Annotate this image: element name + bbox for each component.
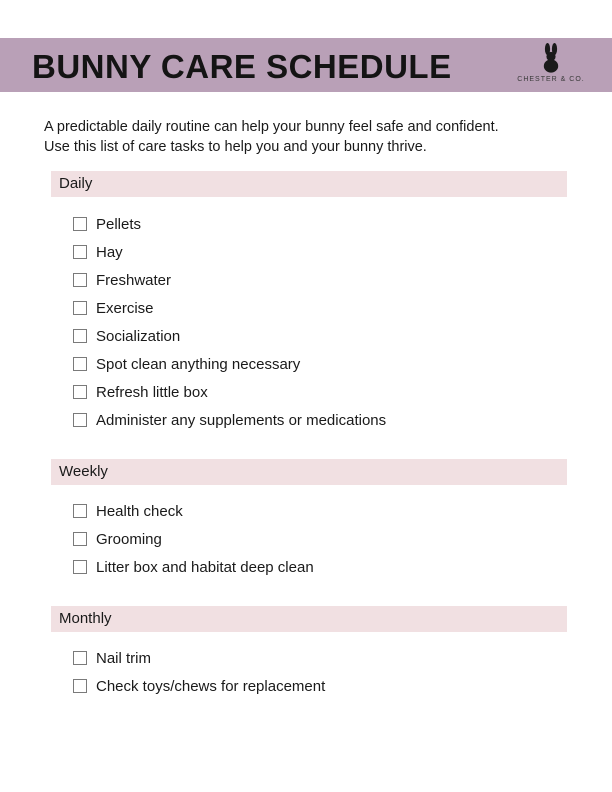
- intro-text: [44, 118, 584, 157]
- page-title: BUNNY CARE SCHEDULE: [32, 48, 452, 85]
- checklist-item: [73, 266, 386, 294]
- checkbox[interactable]: [73, 679, 87, 693]
- checkbox[interactable]: [73, 301, 87, 315]
- checklist-item: [73, 525, 314, 553]
- item-label: Exercise: [96, 299, 154, 317]
- brand-logo: [516, 43, 586, 89]
- section-header-weekly: [51, 459, 567, 485]
- daily-checklist: [73, 210, 386, 434]
- weekly-checklist: [73, 497, 314, 581]
- item-label: Hay: [96, 243, 123, 261]
- checklist-item: [73, 322, 386, 350]
- checkbox[interactable]: [73, 273, 87, 287]
- section-title: Monthly: [59, 610, 112, 627]
- section-title: Weekly: [59, 463, 108, 480]
- item-label: Check toys/chews for replacement: [96, 677, 326, 695]
- item-label: Spot clean anything necessary: [96, 355, 301, 373]
- checklist-item: [73, 294, 386, 322]
- item-label: Refresh little box: [96, 383, 208, 401]
- section-header-daily: [51, 171, 567, 197]
- checkbox[interactable]: [73, 504, 87, 518]
- checklist-item: [73, 210, 386, 238]
- intro-line: A predictable daily routine can help your bunny feel safe and confident.: [44, 119, 499, 135]
- checklist-item: [73, 644, 325, 672]
- checkbox[interactable]: [73, 217, 87, 231]
- checkbox[interactable]: [73, 357, 87, 371]
- item-label: Litter box and habitat deep clean: [96, 558, 314, 576]
- checklist-item: [73, 378, 386, 406]
- checklist-item: [73, 238, 386, 266]
- checkbox[interactable]: [73, 651, 87, 665]
- section-title: Daily: [59, 175, 93, 192]
- item-label: Nail trim: [96, 649, 151, 667]
- checklist-item: [73, 350, 386, 378]
- bunny-icon: [516, 43, 586, 73]
- checklist-item: [73, 672, 325, 700]
- checkbox[interactable]: [73, 385, 87, 399]
- item-label: Administer any supplements or medications: [96, 411, 387, 429]
- checkbox[interactable]: [73, 329, 87, 343]
- section-header-monthly: [51, 606, 567, 632]
- item-label: Socialization: [96, 327, 181, 345]
- item-label: Health check: [96, 502, 183, 520]
- checklist-item: [73, 406, 386, 434]
- item-label: Pellets: [96, 215, 142, 233]
- monthly-checklist: [73, 644, 325, 700]
- intro-line: Use this list of care tasks to help you and your bunny thrive.: [44, 138, 427, 155]
- checkbox[interactable]: [73, 532, 87, 546]
- item-label: Freshwater: [96, 271, 172, 289]
- brand-name: CHESTER & CO.: [517, 76, 585, 83]
- checkbox[interactable]: [73, 413, 87, 427]
- checklist-item: [73, 553, 314, 581]
- checkbox[interactable]: [73, 560, 87, 574]
- checkbox[interactable]: [73, 245, 87, 259]
- item-label: Grooming: [96, 530, 162, 548]
- checklist-item: [73, 497, 314, 525]
